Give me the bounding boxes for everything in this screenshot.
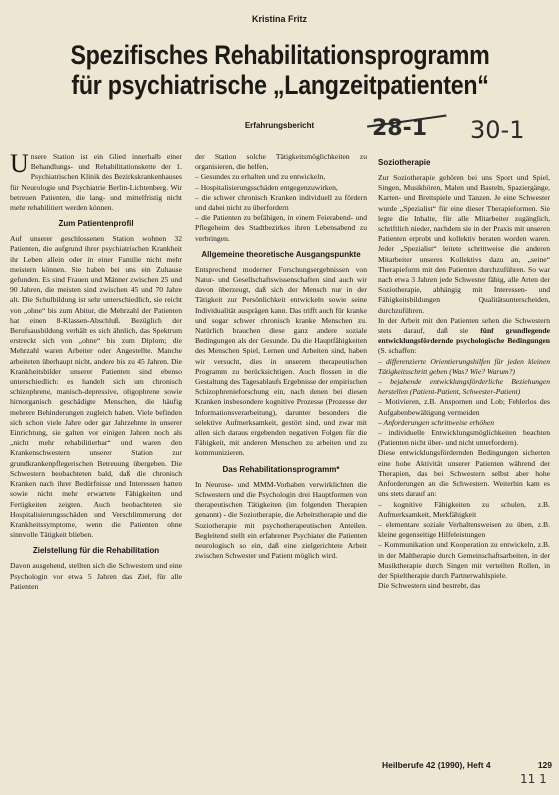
heading-soziotherapie: Soziotherapie <box>378 158 431 167</box>
heading-theory: Allgemeine theoretische Ausgangspunkte <box>201 249 361 259</box>
closing-paragraph: Die Schwestern sind bestrebt, das <box>378 581 481 591</box>
program-paragraph: In Neurose- und MMM-Vorhaben verwirklichten die Schwestern und die Psychologin drei Hauptformen von therapeutischen Tätigkeiten (im folgenden Therapien genannt) - die Soziotherapie, die Arbeitstherapie und die Soziotherapie mit psychotherapeutischen Anteilen. Begleitend stellt ein erfahrener Psychiater die Patienten neurologisch so ein, daß eine zielgerichtete Arbeit zwischen Schwester und Patient möglich wird. <box>195 479 367 561</box>
patient-profile-paragraph: Auf unserer geschlossenen Station wohnen 32 Patienten, die aufgrund ihrer psychiatrischen Krankheit ihr Leben allein oder in einer Familie nicht mehr meistern können. Sie haben bei uns ein Zuhause gefunden. Es sind Frauen und Männer zwischen 25 und 90 Jahren, die meisten sind zwischen 45 und 70 Jahre alt. Die Schulbildung ist sehr unterschiedlich, sie reicht von „ohne“ bis zum Abitur, die Mehrzahl der Patienten hat einen 8-Klassen-Abschluß. Bezüglich der Berufsausbildung verhält es sich ähnlich, das Spektrum erstreckt sich von „ohne“ bis zum Diplom; die Mehrzahl waren Arbeiter oder Angestellte. Manche arbeiteten überhaupt nicht, andere bis zu 45 Jahren. Die Krankheitsbilder unserer Patienten sind ebenso unterschiedlich: es handelt sich um chronisch schizophrene, manisch-depressive, oligophrene sowie hirnorganisch geschädigte Menschen, die häufig mehrere Behinderungen zugleich haben. Viele befinden sich schon viele Jahre oder gar Jahrzehnte in unserer Einrichtung, sie galten vor einigen Jahren noch als „nicht mehr rehabilitierbar“ und waren den Krankenschwestern unserer Station zur grundkrankenpflegerischen Betreuung übergeben. Die Schwestern beobachteten bald, daß die chronisch Kranken nach ihrer Bedürfnisse und Interessen hatten sowie nicht mehr erwartete Fähigkeiten und Fertigkeiten zeigten. Auch beobachteten sie Hospitalisierungsschäden und Verschlimmerung der Krankheitssymptome, wenn die Patienten ohne sinnvolle Tätigkeit blieben. <box>10 234 182 540</box>
page-footer <box>382 760 552 770</box>
struck-number: 28-1 <box>372 116 428 141</box>
title-line-1: Spezifisches Rehabilitationsprogramm <box>70 40 490 70</box>
article-subtitle: Erfahrungsbericht <box>244 121 315 130</box>
aim-item: – Kommunikation und Kooperation zu entwickeln, z.B. in der Maltherapie durch Gemeinschaftsarbeiten, in der Musiktherapie durch Singen mit verteilten Rollen, in der Spieltherapie durch Partnerwahlspiele. <box>378 540 550 580</box>
handwritten-page-number <box>372 108 542 148</box>
goal-continuation: der Station solche Tätigkeitsmöglichkeiten zu organisieren, die helfen, <box>195 152 367 172</box>
heading-patient-profile: Zum Patientenprofil <box>58 219 134 229</box>
condition-item: – bejahende entwicklungsförderliche Beziehungen herstellen (Patient-Patient, Schwester-Patient) <box>378 377 550 397</box>
condition-item: – differenzierte Orientierungshilfen für jeden kleinen Tätigkeitsschritt geben (Was? Wie? Warum?) <box>378 356 550 376</box>
text-column-3 <box>378 152 550 742</box>
goal-item: – Gesundes zu erhalten und zu entwickeln, <box>195 172 326 182</box>
journal-citation: Heilberufe 42 (1990), Heft 4 <box>382 760 491 770</box>
rehab-goal-paragraph: Davon ausgehend, stellten sich die Schwestern und eine Psychologin vor etwa 5 Jahren das Ziel, für alle Patienten <box>10 561 182 591</box>
goal-item: – Hospitalisierungsschäden entgegenzuwirken, <box>195 182 338 192</box>
handwritten-corner-note: 11 1 <box>520 772 547 786</box>
condition-item: – individuelle Entwicklungsmöglichkeiten beachten (Patienten nicht über- und nicht unterfordern). <box>378 428 550 448</box>
activity-paragraph: Diese entwicklungsfördernden Bedingungen sicherten eine hohe Aktivität unserer Patienten während der Therapien, das bei Schwestern selbst aber hohe Anforderungen an die Schwestern. Weiterhin kam es uns stets darauf an: <box>378 448 550 499</box>
aim-item: – elementare soziale Verhaltensweisen zu üben, z.B. kleine gegenseitige Hilfeleistungen <box>378 519 550 540</box>
condition-item: – Motivieren, z.B. Anspornen und Lob; Fehlerlos des Aufgabenbewältigung vermeiden <box>378 397 550 417</box>
text-column-1 <box>10 152 182 742</box>
theory-paragraph: Entsprechend moderner Forschungsergebnissen von Natur- und Gesellschaftswissenschaften sind auch wir davon überzeugt, daß sich der Mensch nur in der Tätigkeit zur Persönlichkeit entwickeln sowie seine Individualität ausprägen kann. Das trifft auch für kranke und sogar schwer chronisch kranke Menschen zu. Natürlich brauchen diese ganz andere soziale Bedingungen als der Gesunde. Da die Hauptfähigkeiten des Menschen Spiel, Lernen und Arbeiten sind, haben wir versucht, dies in unserem therapeutischen Programm zu berücksichtigen. Auch flossen in die Gestaltung des Tagesablaufs Ergebnisse der empirischen Schizophrenieforschung ein, nach denen bei diesen Kranken insbesondere kognitive Prozesse (Prozesse der Informationsverarbeitung), darunter besonders die selektive Aufmerksamkeit, gestört sind, und zwar mit allen sich daraus ergebenden negativen Folgen für die Fähigkeit, mit anderen Menschen zu arbeiten und zu kommunizieren. <box>195 264 367 458</box>
goal-item: – die Patienten zu befähigen, in einem Feierabend- und Pflegeheim des Stadtbezirkes ihren Lebensabend zu verbringen. <box>195 213 367 243</box>
heading-program: Das Rehabilitationsprogramm* <box>222 464 340 474</box>
new-number: 30-1 <box>470 116 525 144</box>
conditions-paragraph: In der Arbeit mit den Patienten sehen die Schwestern stets darauf, daß sie fünf grundlegende entwicklungsfördernde psychologische Bedingungen (S. schaffen: <box>378 315 550 356</box>
article-title <box>56 40 503 100</box>
goal-item: – die schwer chronisch Kranken individuell zu fördern und dabei nicht zu überfordern <box>195 192 367 213</box>
text-column-2 <box>195 152 367 742</box>
drop-cap: U <box>10 152 29 178</box>
page-number: 129 <box>537 760 552 770</box>
intro-paragraph: Unsere Station ist ein Glied innerhalb einer Behandlungs- und Rehabilitationskette der 1. Psychiatrischen Klinik des Bezirkskrankenhauses für Neurologie und Psychiatrie Berlin-Lichtenberg. Wir betreuen Patienten, die lang- und mittelfristig nicht mehr rehabilitiert werden können. <box>10 152 182 213</box>
title-line-2: für psychiatrische „Langzeitpatienten“ <box>71 70 489 100</box>
aim-item: – kognitive Fähigkeiten zu schulen, z.B. Aufmerksamkeit, Merkfähigkeit <box>378 499 550 519</box>
condition-item: – Anforderungen schrittweise erhöhen <box>378 417 495 427</box>
author-name: Kristina Fritz <box>251 14 307 24</box>
heading-rehab-goal: Zielstellung für die Rehabilitation <box>32 546 160 556</box>
soziotherapie-paragraph: Zur Soziotherapie gehören bei uns Sport und Spiel, Singen, Musikhören, Malen und Basteln, Spaziergänge, Karten- und Brettspiele und Tanzen. Je eine Schwester wurde „Spezialist“ für eine dieser Therapieformen. Sie legte die Inhalte, für alle Mitarbeiter zugänglich, schriftlich nieder, nachdem sie in der Praxis mit unseren Patienten erprobt und kollektiv beraten worden waren. Jeder „Spezialist“ leitete schrittweise die anderen Mitarbeiter unseres Kollektivs dazu an, „seine“ Therapieform mit den Patienten durchzuführen. So war nach etwa 3 Jahren jede Schwester fähig, alle Arten der Soziotherapie, abhängig mit Interessen- und Fähigkeitsbildungen Qualitätsunterscheiden, durchzuführen. <box>378 173 550 315</box>
